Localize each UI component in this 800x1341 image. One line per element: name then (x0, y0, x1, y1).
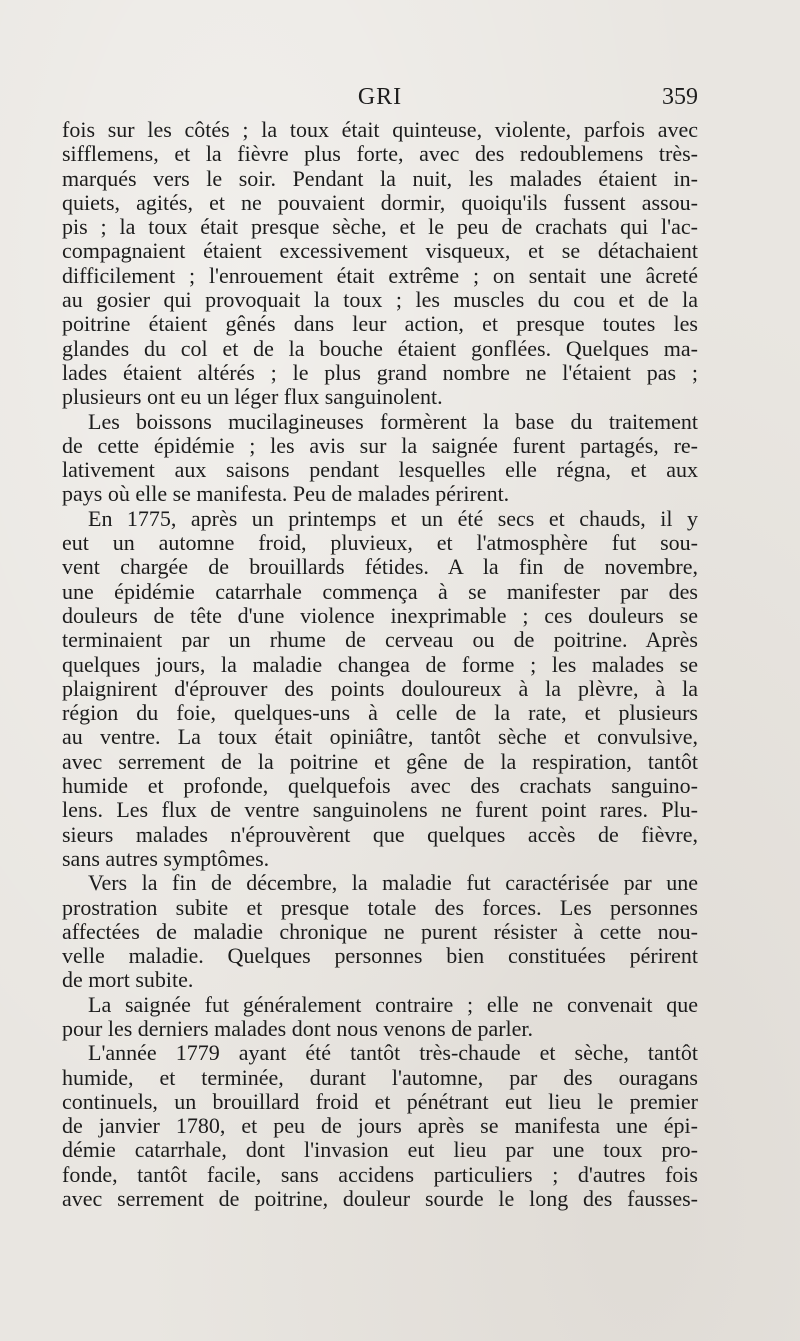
paragraph (62, 993, 698, 1042)
text-line: Les boissons mucilagineuses formèrent la base du traitement (88, 408, 698, 434)
text-line: affectées de maladie chronique ne purent résister à cette nou- (62, 918, 698, 944)
text-line: lativement aux saisons pendant lesquelles elle régna, et aux (62, 457, 698, 483)
text-line: sieurs malades n'éprouvèrent que quelques accès de fièvre, (62, 821, 698, 847)
text-line: terminaient par un rhume de cerveau ou de poitrine. Après (62, 627, 698, 653)
text-line: douleurs de tête d'une violence inexprimable ; ces douleurs se (62, 602, 698, 628)
running-head (62, 84, 698, 116)
text-line: plaignirent d'éprouver des points douloureux à la plèvre, à la (62, 675, 698, 701)
text-line: glandes du col et de la bouche étaient gonflées. Quelques ma- (62, 335, 698, 361)
body-text (62, 118, 698, 1211)
paragraph (62, 871, 698, 992)
text-line: avec serrement de poitrine, douleur sourde le long des fausses- (62, 1186, 698, 1212)
text-line: pays où elle se manifesta. Peu de malades périrent. (62, 481, 510, 507)
text-line: continuels, un brouillard froid et pénétrant eut lieu le premier (62, 1088, 698, 1114)
text-line: au gosier qui provoquait la toux ; les muscles du cou et de la (62, 287, 698, 313)
text-line: quiets, agités, et ne pouvaient dormir, quoiqu'ils fussent assou- (62, 189, 698, 215)
text-line: La saignée fut généralement contraire ; elle ne convenait que (88, 991, 698, 1017)
text-line: eut un automne froid, pluvieux, et l'atmosphère fut sou- (62, 530, 698, 556)
text-line: de mort subite. (62, 967, 194, 993)
text-line: prostration subite et presque totale des forces. Les personnes (62, 894, 698, 920)
text-line: pis ; la toux était presque sèche, et le peu de crachats qui l'ac- (62, 214, 698, 240)
text-line: poitrine étaient gênés dans leur action, et presque toutes les (62, 311, 698, 337)
text-line: de janvier 1780, et peu de jours après se manifesta une épi- (62, 1113, 698, 1139)
text-line: humide et profonde, quelquefois avec des crachats sanguino- (62, 773, 698, 799)
page-number: 359 (662, 84, 698, 110)
text-line: pour les derniers malades dont nous venons de parler. (62, 1015, 534, 1041)
text-line: au ventre. La toux était opiniâtre, tantôt sèche et convulsive, (62, 724, 698, 750)
text-line: sans autres symptômes. (62, 845, 270, 871)
text-line: démie catarrhale, dont l'invasion eut lieu par une toux pro- (62, 1137, 698, 1163)
text-line: velle maladie. Quelques personnes bien constituées périrent (62, 943, 698, 969)
text-line: fonde, tantôt facile, sans accidens particuliers ; d'autres fois (62, 1161, 698, 1187)
text-line: vent chargée de brouillards fétides. A la fin de novembre, (62, 554, 698, 580)
paragraph (62, 507, 698, 871)
text-line: quelques jours, la maladie changea de forme ; les malades se (62, 651, 698, 677)
text-line: une épidémie catarrhale commença à se manifester par des (62, 578, 698, 604)
text-line: marqués vers le soir. Pendant la nuit, les malades étaient in- (62, 165, 698, 191)
text-line: sifflemens, et la fièvre plus forte, avec des redoublemens très- (62, 141, 698, 167)
text-line: plusieurs ont eu un léger flux sanguinolent. (62, 384, 443, 410)
text-line: fois sur les côtés ; la toux était quinteuse, violente, parfois avec (62, 117, 698, 142)
text-line: de cette épidémie ; les avis sur la saignée furent partagés, re- (62, 432, 698, 458)
text-line: En 1775, après un printemps et un été secs et chauds, il y (88, 505, 698, 531)
text-line: humide, et terminée, durant l'automne, par des ouragans (62, 1064, 698, 1090)
text-line: difficilement ; l'enrouement était extrême ; on sentait une âcreté (62, 262, 698, 288)
text-line: lades étaient altérés ; le plus grand nombre ne l'étaient pas ; (62, 359, 698, 385)
text-line: compagnaient étaient excessivement visqueux, et se détachaient (62, 238, 698, 264)
text-line: L'année 1779 ayant été tantôt très-chaude et sèche, tantôt (88, 1040, 698, 1066)
paragraph (62, 118, 698, 410)
text-line: Vers la fin de décembre, la maladie fut caractérisée par une (88, 870, 698, 896)
paragraph (62, 410, 698, 507)
paragraph (62, 1041, 698, 1211)
text-line: lens. Les flux de ventre sanguinolens ne furent point rares. Plu- (62, 797, 698, 823)
text-line: avec serrement de la poitrine et gêne de la respiration, tantôt (62, 748, 698, 774)
running-head-title: GRI (357, 84, 403, 110)
text-line: région du foie, quelques-uns à celle de la rate, et plusieurs (62, 700, 698, 726)
